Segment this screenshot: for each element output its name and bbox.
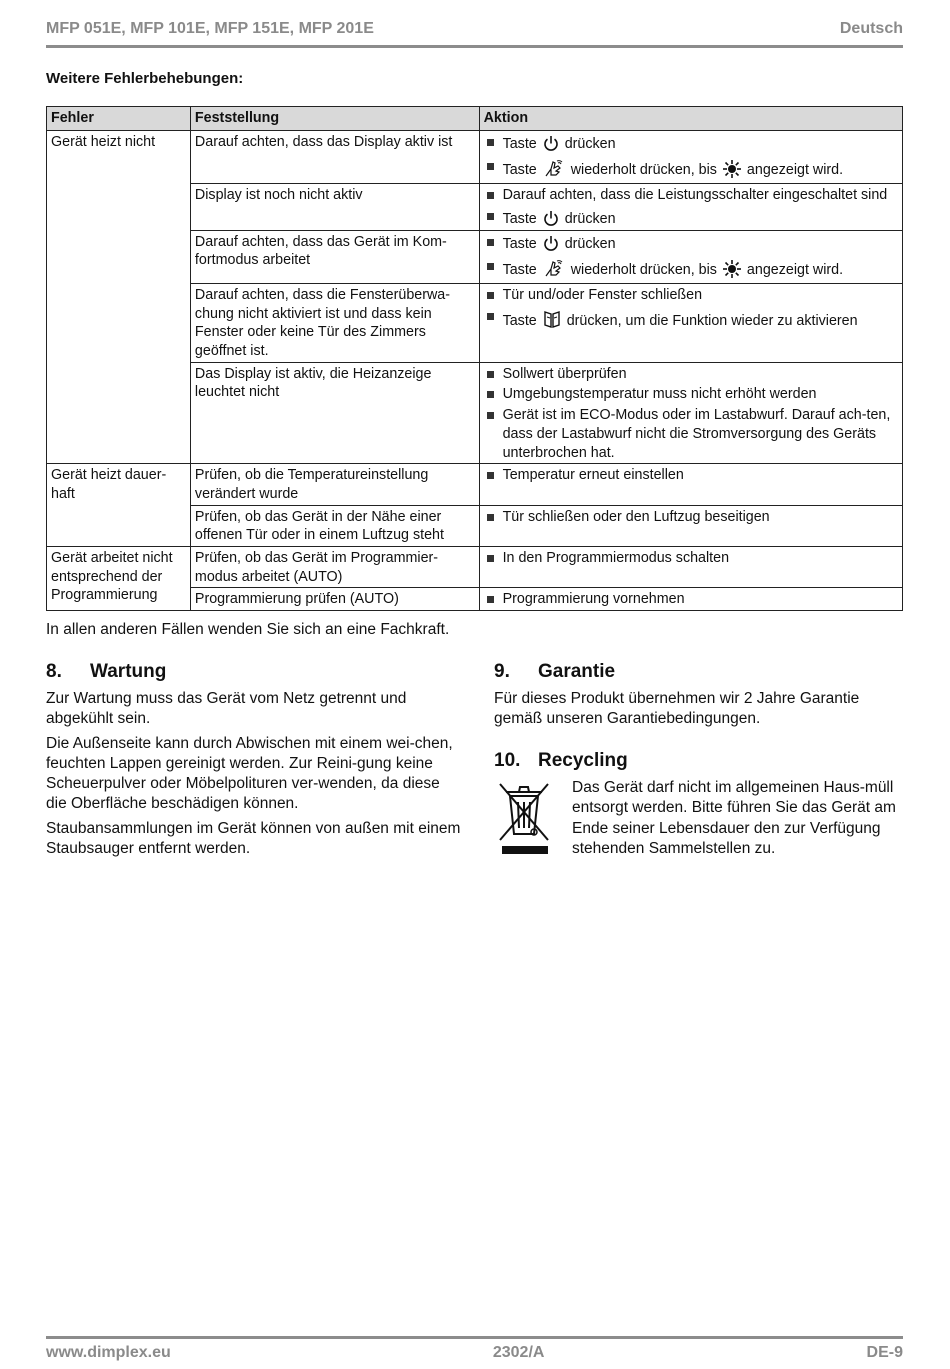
- hand-touch-icon: [543, 159, 565, 178]
- text: Taste: [502, 312, 537, 329]
- list-item: [484, 157, 898, 182]
- table-row: [47, 464, 903, 505]
- table-row: [47, 130, 903, 183]
- paragraph: Staubansammlungen im Gerät können von außen mit einem Staubsauger entfernt werden.: [46, 819, 461, 858]
- list-item: [484, 233, 898, 256]
- page-number: DE-9: [866, 1344, 903, 1361]
- feststellung-cell: Prüfen, ob das Gerät im Programmier-modus arbeitet (AUTO): [190, 547, 479, 588]
- hand-touch-icon: [543, 259, 565, 278]
- col-header-fehler: Fehler: [47, 107, 191, 131]
- table-note: In allen anderen Fällen wenden Sie sich an eine Fachkraft.: [46, 621, 450, 638]
- sun-icon: [723, 160, 741, 178]
- list-item: Tür und/oder Fenster schließen: [484, 286, 898, 305]
- aktion-cell: [479, 505, 902, 546]
- list-item: Gerät ist im ECO-Modus oder im Lastabwurf. Darauf ach-ten, dass der Lastabwurf nicht die Stromversorgung des Geräts unterbrochen hat.: [484, 406, 898, 462]
- list-item: Sollwert überprüfen: [484, 365, 898, 384]
- aktion-cell: [479, 130, 902, 183]
- fehler-cell: Gerät heizt dauer-haft: [47, 464, 191, 547]
- section-title: Wartung: [90, 661, 167, 682]
- text: Taste: [502, 235, 537, 252]
- feststellung-cell: Prüfen, ob die Temperatureinstellung verändert wurde: [190, 464, 479, 505]
- power-icon: [543, 210, 559, 227]
- section-wartung: [46, 661, 461, 863]
- aktion-cell: [479, 230, 902, 283]
- text: Taste: [502, 210, 537, 227]
- section-heading: [494, 661, 909, 683]
- text: wiederholt drücken, bis: [570, 262, 717, 279]
- crossed-bin-icon: [494, 778, 572, 863]
- fehler-cell: Gerät arbeitet nicht entsprechend der Programmierung: [47, 547, 191, 611]
- text: angezeigt wird.: [746, 262, 844, 279]
- power-icon: [543, 235, 559, 252]
- section-heading: [494, 750, 909, 772]
- list-item: Temperatur erneut einstellen: [484, 466, 898, 485]
- col-header-feststellung: Feststellung: [190, 107, 479, 131]
- text: drücken: [564, 135, 616, 152]
- section-heading: [46, 661, 461, 683]
- list-item: [484, 133, 898, 156]
- section-recycling: [494, 750, 909, 863]
- fehler-cell: Gerät heizt nicht: [47, 130, 191, 464]
- text: angezeigt wird.: [746, 162, 844, 179]
- col-header-aktion: Aktion: [479, 107, 902, 131]
- text: Taste: [502, 262, 537, 279]
- table-row: [47, 547, 903, 588]
- text: Taste: [502, 162, 537, 179]
- paragraph: Für dieses Produkt übernehmen wir 2 Jahre Garantie gemäß unseren Garantiebedingungen.: [494, 690, 860, 728]
- sun-icon: [723, 260, 741, 278]
- footer-version: 2302/A: [492, 1344, 545, 1361]
- section-title: Garantie: [538, 661, 616, 682]
- aktion-cell: [479, 547, 902, 588]
- list-item: [484, 207, 898, 229]
- list-item: Programmierung vornehmen: [484, 590, 898, 609]
- paragraph: Zur Wartung muss das Gerät vom Netz getrennt und abgekühlt sein.: [46, 690, 407, 728]
- list-item: Tür schließen oder den Luftzug beseitigen: [484, 508, 898, 527]
- list-item: [484, 257, 898, 282]
- text: Taste: [502, 135, 537, 152]
- section-title: Recycling: [538, 750, 628, 771]
- model-title: MFP 051E, MFP 101E, MFP 151E, MFP 201E: [46, 20, 374, 37]
- aktion-cell: [479, 362, 902, 464]
- page-footer: [46, 1336, 903, 1362]
- section-number: 10.: [494, 750, 521, 771]
- language-label: Deutsch: [839, 20, 903, 37]
- feststellung-cell: Display ist noch nicht aktiv: [190, 184, 479, 230]
- text: wiederholt drücken, bis: [570, 162, 717, 179]
- text: drücken: [564, 210, 616, 227]
- footer-website: www.dimplex.eu: [46, 1344, 171, 1361]
- section-number: 8.: [46, 661, 62, 682]
- feststellung-cell: Darauf achten, dass die Fensterüberwa-chung nicht aktiviert ist und dass kein Fenster oder keine Tür des Zimmers geöffnet ist.: [190, 283, 479, 362]
- text: drücken: [564, 235, 616, 252]
- feststellung-cell: Programmierung prüfen (AUTO): [190, 588, 479, 611]
- text: drücken, um die Funktion wieder zu aktivieren: [566, 312, 858, 329]
- feststellung-cell: Darauf achten, dass das Display aktiv ist: [190, 130, 479, 183]
- list-item: Umgebungstemperatur muss nicht erhöht werden: [484, 385, 898, 404]
- section-garantie: [494, 661, 909, 734]
- list-item: Darauf achten, dass die Leistungsschalter eingeschaltet sind: [484, 186, 898, 205]
- feststellung-cell: Prüfen, ob das Gerät in der Nähe einer offenen Tür oder in einem Luftzug steht: [190, 505, 479, 546]
- aktion-cell: [479, 184, 902, 230]
- aktion-cell: [479, 283, 902, 362]
- power-icon: [543, 135, 559, 152]
- paragraph: Die Außenseite kann durch Abwischen mit einem wei-chen, feuchten Lappen gereinigt werden. Zur Reini-gung keine Scheuerpulver oder Möbelpolituren ver-wenden, da diese die Oberfläche beschädigen können.: [46, 734, 453, 813]
- aktion-cell: [479, 588, 902, 611]
- feststellung-cell: Darauf achten, dass das Gerät im Kom-fortmodus arbeitet: [190, 230, 479, 283]
- list-item: [484, 307, 898, 331]
- table-header-row: [47, 107, 903, 131]
- paragraph: Das Gerät darf nicht im allgemeinen Haus-müll entsorgt werden. Bitte führen Sie das Gerät am Ende seiner Lebensdauer den zur Verfügung stehenden Sammelstellen zu.: [572, 779, 896, 857]
- window-sensor-icon: [543, 310, 561, 329]
- list-item: In den Programmiermodus schalten: [484, 549, 898, 568]
- page-header: [46, 20, 903, 48]
- section-subtitle: Weitere Fehlerbehebungen:: [46, 70, 244, 87]
- section-number: 9.: [494, 661, 510, 682]
- troubleshooting-table: [46, 106, 903, 611]
- feststellung-cell: Das Display ist aktiv, die Heizanzeige leuchtet nicht: [190, 362, 479, 464]
- aktion-cell: [479, 464, 902, 505]
